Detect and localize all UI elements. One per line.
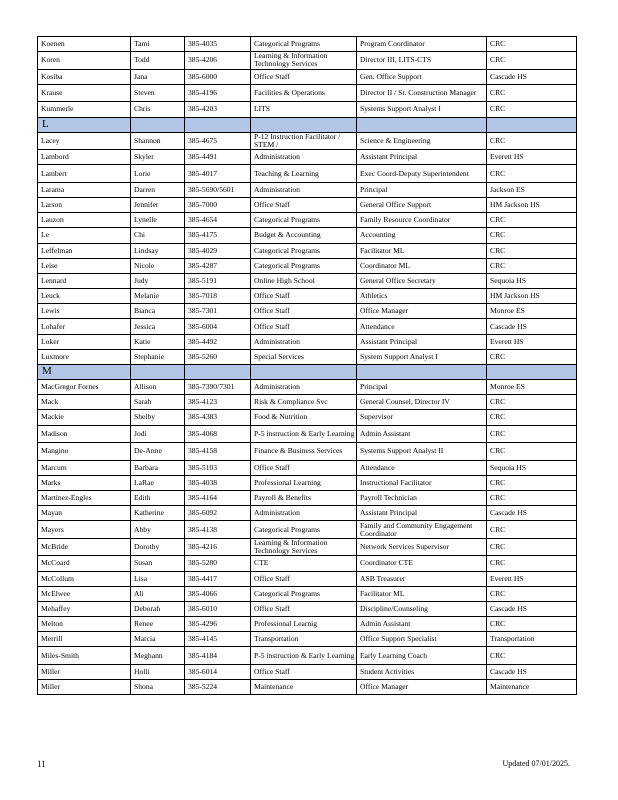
cell-first-name: De-Anne bbox=[131, 443, 185, 461]
cell-location: HM Jackson HS bbox=[487, 197, 577, 212]
cell-last-name: McBride bbox=[38, 538, 131, 556]
section-header-cell bbox=[357, 365, 487, 380]
table-row bbox=[38, 680, 577, 695]
cell-location: CRC bbox=[487, 617, 577, 632]
cell-phone: 385-4654 bbox=[185, 213, 251, 228]
table-row bbox=[38, 228, 577, 243]
section-header-l bbox=[38, 117, 577, 132]
table-row bbox=[38, 52, 577, 70]
table-row bbox=[38, 538, 577, 556]
cell-title: Network Services Supervisor bbox=[357, 538, 487, 556]
cell-phone: 385-7018 bbox=[185, 289, 251, 304]
cell-first-name: Shona bbox=[131, 680, 185, 695]
cell-last-name: Lambert bbox=[38, 165, 131, 183]
cell-location: Maintenance bbox=[487, 680, 577, 695]
cell-last-name: MacGregor Fornes bbox=[38, 380, 131, 395]
cell-department: P-5 instruction & Early Learning bbox=[251, 425, 357, 443]
table-row bbox=[38, 443, 577, 461]
cell-department: Office Staff bbox=[251, 460, 357, 475]
cell-phone: 385-4206 bbox=[185, 52, 251, 70]
cell-title: General Office Secretary bbox=[357, 273, 487, 288]
table-row bbox=[38, 460, 577, 475]
cell-last-name: Melton bbox=[38, 617, 131, 632]
cell-last-name: Miller bbox=[38, 680, 131, 695]
cell-phone: 385-4038 bbox=[185, 475, 251, 490]
cell-title: Athletics bbox=[357, 289, 487, 304]
cell-title: Instructional Facilitator bbox=[357, 475, 487, 490]
cell-last-name: Mayan bbox=[38, 506, 131, 521]
table-row bbox=[38, 521, 577, 539]
cell-department: Maintenance bbox=[251, 680, 357, 695]
cell-department: Learning & Information Technology Services bbox=[251, 538, 357, 556]
cell-phone: 385-6000 bbox=[185, 69, 251, 84]
cell-phone: 385-4383 bbox=[185, 410, 251, 425]
table-row bbox=[38, 395, 577, 410]
cell-location: CRC bbox=[487, 443, 577, 461]
cell-first-name: Lisa bbox=[131, 571, 185, 586]
cell-last-name: Mackie bbox=[38, 410, 131, 425]
cell-title: Student Activities bbox=[357, 664, 487, 679]
cell-last-name: Marks bbox=[38, 475, 131, 490]
cell-phone: 385-6010 bbox=[185, 601, 251, 616]
section-header-cell bbox=[131, 117, 185, 132]
cell-phone: 385-4203 bbox=[185, 102, 251, 117]
cell-phone: 385-6014 bbox=[185, 664, 251, 679]
cell-phone: 385-5690/5601 bbox=[185, 182, 251, 197]
table-row bbox=[38, 165, 577, 183]
cell-phone: 385-4164 bbox=[185, 490, 251, 505]
cell-title: General Counsel, Director IV bbox=[357, 395, 487, 410]
cell-first-name: Katherine bbox=[131, 506, 185, 521]
cell-last-name: Larson bbox=[38, 197, 131, 212]
cell-first-name: Allison bbox=[131, 380, 185, 395]
cell-department: Professional Learning bbox=[251, 475, 357, 490]
cell-department: Office Staff bbox=[251, 289, 357, 304]
cell-phone: 385-6004 bbox=[185, 319, 251, 334]
cell-first-name: Susan bbox=[131, 556, 185, 571]
cell-last-name: Koenen bbox=[38, 37, 131, 52]
cell-location: CRC bbox=[487, 37, 577, 52]
cell-department: Office Staff bbox=[251, 571, 357, 586]
section-header-cell bbox=[487, 365, 577, 380]
cell-last-name: Le bbox=[38, 228, 131, 243]
cell-location: CRC bbox=[487, 228, 577, 243]
cell-first-name: Lindsay bbox=[131, 243, 185, 258]
cell-last-name: Miles-Smith bbox=[38, 647, 131, 665]
table-row bbox=[38, 37, 577, 52]
cell-title: Assistant Principal bbox=[357, 506, 487, 521]
cell-department: Categorical Programs bbox=[251, 521, 357, 539]
cell-location: Cascade HS bbox=[487, 506, 577, 521]
table-row bbox=[38, 617, 577, 632]
cell-location: Monroe ES bbox=[487, 380, 577, 395]
cell-first-name: Renee bbox=[131, 617, 185, 632]
cell-title: Principal bbox=[357, 182, 487, 197]
cell-first-name: Sarah bbox=[131, 395, 185, 410]
cell-phone: 385-5191 bbox=[185, 273, 251, 288]
table-row bbox=[38, 647, 577, 665]
cell-phone: 385-4216 bbox=[185, 538, 251, 556]
cell-first-name: Jennifer bbox=[131, 197, 185, 212]
cell-department: Categorical Programs bbox=[251, 258, 357, 273]
cell-first-name: Tami bbox=[131, 37, 185, 52]
cell-location: Everett HS bbox=[487, 571, 577, 586]
cell-location: Monroe ES bbox=[487, 304, 577, 319]
cell-title: General Office Support bbox=[357, 197, 487, 212]
cell-title: Office Support Specialist bbox=[357, 632, 487, 647]
table-row bbox=[38, 213, 577, 228]
cell-first-name: Barbara bbox=[131, 460, 185, 475]
cell-location: CRC bbox=[487, 258, 577, 273]
table-row bbox=[38, 425, 577, 443]
table-row bbox=[38, 556, 577, 571]
table-row bbox=[38, 475, 577, 490]
table-row bbox=[38, 349, 577, 364]
cell-last-name: Kosiba bbox=[38, 69, 131, 84]
cell-title: Director III, LITS-CTS bbox=[357, 52, 487, 70]
cell-department: CTE bbox=[251, 556, 357, 571]
cell-title: Assistant Principal bbox=[357, 334, 487, 349]
table-row bbox=[38, 150, 577, 165]
cell-last-name: Kummerle bbox=[38, 102, 131, 117]
cell-department: Categorical Programs bbox=[251, 213, 357, 228]
cell-department: Administration bbox=[251, 150, 357, 165]
cell-title: Attendance bbox=[357, 460, 487, 475]
cell-first-name: Skyler bbox=[131, 150, 185, 165]
cell-phone: 385-6092 bbox=[185, 506, 251, 521]
table-row bbox=[38, 243, 577, 258]
cell-last-name: Madison bbox=[38, 425, 131, 443]
cell-title: Exec Coord-Deputy Superintendent bbox=[357, 165, 487, 183]
cell-last-name: McElwee bbox=[38, 586, 131, 601]
cell-title: Payroll Technician bbox=[357, 490, 487, 505]
cell-department: Administration bbox=[251, 380, 357, 395]
cell-title: Coordinator ML bbox=[357, 258, 487, 273]
cell-last-name: Leffelman bbox=[38, 243, 131, 258]
section-letter: M bbox=[38, 365, 131, 380]
table-row bbox=[38, 84, 577, 102]
section-header-cell bbox=[131, 365, 185, 380]
cell-phone: 385-4196 bbox=[185, 84, 251, 102]
cell-title: Discipline/Counseling bbox=[357, 601, 487, 616]
cell-title: Office Manager bbox=[357, 680, 487, 695]
cell-location: CRC bbox=[487, 647, 577, 665]
cell-phone: 385-5280 bbox=[185, 556, 251, 571]
cell-title: Facilitator ML bbox=[357, 586, 487, 601]
cell-phone: 385-7000 bbox=[185, 197, 251, 212]
cell-last-name: Koren bbox=[38, 52, 131, 70]
cell-location: HM Jackson HS bbox=[487, 289, 577, 304]
cell-title: Director II / Sr. Construction Manager bbox=[357, 84, 487, 102]
cell-phone: 385-5224 bbox=[185, 680, 251, 695]
cell-phone: 385-4492 bbox=[185, 334, 251, 349]
cell-location: Cascade HS bbox=[487, 69, 577, 84]
cell-last-name: Krause bbox=[38, 84, 131, 102]
cell-location: CRC bbox=[487, 556, 577, 571]
cell-first-name: Shannon bbox=[131, 132, 185, 150]
table-row bbox=[38, 304, 577, 319]
cell-location: Everett HS bbox=[487, 334, 577, 349]
cell-last-name: Lennard bbox=[38, 273, 131, 288]
updated-date: Updated 07/01/2025. bbox=[502, 759, 570, 768]
table-row bbox=[38, 289, 577, 304]
cell-first-name: Chris bbox=[131, 102, 185, 117]
cell-department: Office Staff bbox=[251, 69, 357, 84]
cell-title: Family Resource Coordinator bbox=[357, 213, 487, 228]
cell-department: LITS bbox=[251, 102, 357, 117]
cell-location: CRC bbox=[487, 132, 577, 150]
cell-location: Jackson ES bbox=[487, 182, 577, 197]
cell-phone: 385-4675 bbox=[185, 132, 251, 150]
cell-location: CRC bbox=[487, 425, 577, 443]
cell-last-name: Lauzon bbox=[38, 213, 131, 228]
table-row bbox=[38, 182, 577, 197]
section-header-m bbox=[38, 365, 577, 380]
cell-last-name: Leise bbox=[38, 258, 131, 273]
cell-first-name: Steven bbox=[131, 84, 185, 102]
cell-department: Office Staff bbox=[251, 197, 357, 212]
cell-department: Facilities & Operations bbox=[251, 84, 357, 102]
cell-first-name: Dorothy bbox=[131, 538, 185, 556]
cell-first-name: Holli bbox=[131, 664, 185, 679]
cell-phone: 385-5260 bbox=[185, 349, 251, 364]
cell-title: Facilitator ML bbox=[357, 243, 487, 258]
cell-first-name: Nicole bbox=[131, 258, 185, 273]
cell-first-name: Darren bbox=[131, 182, 185, 197]
cell-location: CRC bbox=[487, 521, 577, 539]
cell-phone: 385-4029 bbox=[185, 243, 251, 258]
cell-title: Program Coordinator bbox=[357, 37, 487, 52]
cell-title: Attendance bbox=[357, 319, 487, 334]
cell-first-name: Jodi bbox=[131, 425, 185, 443]
cell-location: CRC bbox=[487, 395, 577, 410]
cell-title: Principal bbox=[357, 380, 487, 395]
table-row bbox=[38, 258, 577, 273]
cell-department: Office Staff bbox=[251, 664, 357, 679]
cell-location: CRC bbox=[487, 213, 577, 228]
cell-department: Teaching & Learning bbox=[251, 165, 357, 183]
cell-first-name: Judy bbox=[131, 273, 185, 288]
table-row bbox=[38, 571, 577, 586]
cell-phone: 385-4066 bbox=[185, 586, 251, 601]
cell-department: Administration bbox=[251, 182, 357, 197]
cell-department: Categorical Programs bbox=[251, 243, 357, 258]
cell-phone: 385-4417 bbox=[185, 571, 251, 586]
section-header-cell bbox=[185, 117, 251, 132]
table-row bbox=[38, 102, 577, 117]
cell-location: CRC bbox=[487, 410, 577, 425]
cell-location: Cascade HS bbox=[487, 664, 577, 679]
staff-directory-table bbox=[37, 36, 577, 695]
cell-phone: 385-4287 bbox=[185, 258, 251, 273]
cell-department: Administration bbox=[251, 506, 357, 521]
cell-department: Finance & Business Services bbox=[251, 443, 357, 461]
table-row bbox=[38, 132, 577, 150]
cell-last-name: Mayers bbox=[38, 521, 131, 539]
cell-title: Assistant Principal bbox=[357, 150, 487, 165]
table-row bbox=[38, 632, 577, 647]
section-letter: L bbox=[38, 117, 131, 132]
cell-last-name: McCoard bbox=[38, 556, 131, 571]
cell-first-name: Chi bbox=[131, 228, 185, 243]
cell-first-name: Bianca bbox=[131, 304, 185, 319]
section-header-cell bbox=[251, 365, 357, 380]
cell-department: P-12 Instruction Facilitator / STEM / bbox=[251, 132, 357, 150]
cell-title: Coordinator CTE bbox=[357, 556, 487, 571]
cell-first-name: Shelby bbox=[131, 410, 185, 425]
table-row bbox=[38, 664, 577, 679]
cell-title: System Support Analyst I bbox=[357, 349, 487, 364]
cell-first-name: Katie bbox=[131, 334, 185, 349]
cell-phone: 385-4184 bbox=[185, 647, 251, 665]
cell-first-name: Marcia bbox=[131, 632, 185, 647]
cell-first-name: Lynelle bbox=[131, 213, 185, 228]
cell-last-name: Mehaffey bbox=[38, 601, 131, 616]
cell-location: CRC bbox=[487, 475, 577, 490]
cell-phone: 385-4017 bbox=[185, 165, 251, 183]
staff-directory-body bbox=[38, 37, 577, 695]
cell-department: Food & Nutrition bbox=[251, 410, 357, 425]
cell-department: Transportation bbox=[251, 632, 357, 647]
cell-first-name: Jessica bbox=[131, 319, 185, 334]
cell-last-name: McCollum bbox=[38, 571, 131, 586]
cell-department: Learning & Information Technology Services bbox=[251, 52, 357, 70]
cell-title: Early Learning Coach bbox=[357, 647, 487, 665]
cell-phone: 385-4123 bbox=[185, 395, 251, 410]
cell-department: Categorical Programs bbox=[251, 37, 357, 52]
cell-department: Online High School bbox=[251, 273, 357, 288]
cell-location: Cascade HS bbox=[487, 601, 577, 616]
cell-first-name: Lorie bbox=[131, 165, 185, 183]
cell-location: CRC bbox=[487, 84, 577, 102]
table-row bbox=[38, 273, 577, 288]
table-row bbox=[38, 586, 577, 601]
cell-first-name: Stephanie bbox=[131, 349, 185, 364]
cell-first-name: LaRae bbox=[131, 475, 185, 490]
cell-first-name: Melanie bbox=[131, 289, 185, 304]
cell-last-name: Lambord bbox=[38, 150, 131, 165]
table-row bbox=[38, 410, 577, 425]
cell-location: Sequoia HS bbox=[487, 273, 577, 288]
cell-title: Science & Engineering bbox=[357, 132, 487, 150]
cell-location: CRC bbox=[487, 52, 577, 70]
table-row bbox=[38, 380, 577, 395]
cell-location: Everett HS bbox=[487, 150, 577, 165]
table-row bbox=[38, 69, 577, 84]
section-header-cell bbox=[357, 117, 487, 132]
cell-department: Special Services bbox=[251, 349, 357, 364]
cell-last-name: Lewis bbox=[38, 304, 131, 319]
cell-phone: 385-7390/7301 bbox=[185, 380, 251, 395]
table-row bbox=[38, 490, 577, 505]
cell-last-name: Martinez-Engles bbox=[38, 490, 131, 505]
cell-last-name: Larama bbox=[38, 182, 131, 197]
cell-title: Family and Community Engagement Coordinator bbox=[357, 521, 487, 539]
cell-department: Payroll & Benefits bbox=[251, 490, 357, 505]
cell-department: Risk & Compliance Svc bbox=[251, 395, 357, 410]
cell-department: Budget & Accounting bbox=[251, 228, 357, 243]
cell-title: Office Manager bbox=[357, 304, 487, 319]
cell-location: CRC bbox=[487, 538, 577, 556]
cell-location: CRC bbox=[487, 586, 577, 601]
cell-last-name: Merrill bbox=[38, 632, 131, 647]
cell-phone: 385-5103 bbox=[185, 460, 251, 475]
cell-location: Transportation bbox=[487, 632, 577, 647]
cell-department: Office Staff bbox=[251, 601, 357, 616]
cell-first-name: Meghann bbox=[131, 647, 185, 665]
cell-last-name: Marcum bbox=[38, 460, 131, 475]
cell-title: ASB Treasurer bbox=[357, 571, 487, 586]
table-row bbox=[38, 601, 577, 616]
table-row bbox=[38, 319, 577, 334]
cell-phone: 385-4068 bbox=[185, 425, 251, 443]
cell-last-name: Lacey bbox=[38, 132, 131, 150]
table-row bbox=[38, 506, 577, 521]
cell-location: CRC bbox=[487, 490, 577, 505]
cell-first-name: Todd bbox=[131, 52, 185, 70]
cell-location: Sequoia HS bbox=[487, 460, 577, 475]
cell-title: Systems Support Analyst I bbox=[357, 102, 487, 117]
section-header-cell bbox=[185, 365, 251, 380]
section-header-cell bbox=[487, 117, 577, 132]
cell-title: Gen. Office Support bbox=[357, 69, 487, 84]
cell-phone: 385-4158 bbox=[185, 443, 251, 461]
cell-department: Professional Learnig bbox=[251, 617, 357, 632]
cell-department: P-5 instruction & Early Learning bbox=[251, 647, 357, 665]
cell-phone: 385-4145 bbox=[185, 632, 251, 647]
cell-last-name: Miller bbox=[38, 664, 131, 679]
cell-phone: 385-7301 bbox=[185, 304, 251, 319]
cell-last-name: Loker bbox=[38, 334, 131, 349]
cell-first-name: Ali bbox=[131, 586, 185, 601]
cell-location: CRC bbox=[487, 243, 577, 258]
cell-last-name: Luxmore bbox=[38, 349, 131, 364]
cell-title: Admin Assistant bbox=[357, 425, 487, 443]
cell-phone: 385-4175 bbox=[185, 228, 251, 243]
cell-phone: 385-4296 bbox=[185, 617, 251, 632]
cell-department: Office Staff bbox=[251, 304, 357, 319]
cell-first-name: Deborah bbox=[131, 601, 185, 616]
cell-first-name: Abby bbox=[131, 521, 185, 539]
cell-department: Categorical Programs bbox=[251, 586, 357, 601]
cell-first-name: Jana bbox=[131, 69, 185, 84]
cell-location: CRC bbox=[487, 102, 577, 117]
cell-title: Supervisor bbox=[357, 410, 487, 425]
cell-title: Systems Support Analyst II bbox=[357, 443, 487, 461]
cell-last-name: Lohafer bbox=[38, 319, 131, 334]
cell-department: Office Staff bbox=[251, 319, 357, 334]
table-row bbox=[38, 197, 577, 212]
cell-title: Admin Assistant bbox=[357, 617, 487, 632]
cell-department: Administration bbox=[251, 334, 357, 349]
page-number: 11 bbox=[37, 759, 46, 769]
cell-location: CRC bbox=[487, 165, 577, 183]
cell-phone: 385-4491 bbox=[185, 150, 251, 165]
cell-first-name: Edith bbox=[131, 490, 185, 505]
cell-last-name: Leuck bbox=[38, 289, 131, 304]
cell-last-name: Mangino bbox=[38, 443, 131, 461]
cell-phone: 385-4035 bbox=[185, 37, 251, 52]
cell-last-name: Mack bbox=[38, 395, 131, 410]
cell-phone: 385-4138 bbox=[185, 521, 251, 539]
table-row bbox=[38, 334, 577, 349]
cell-title: Accounting bbox=[357, 228, 487, 243]
section-header-cell bbox=[251, 117, 357, 132]
cell-location: CRC bbox=[487, 349, 577, 364]
cell-location: Cascade HS bbox=[487, 319, 577, 334]
